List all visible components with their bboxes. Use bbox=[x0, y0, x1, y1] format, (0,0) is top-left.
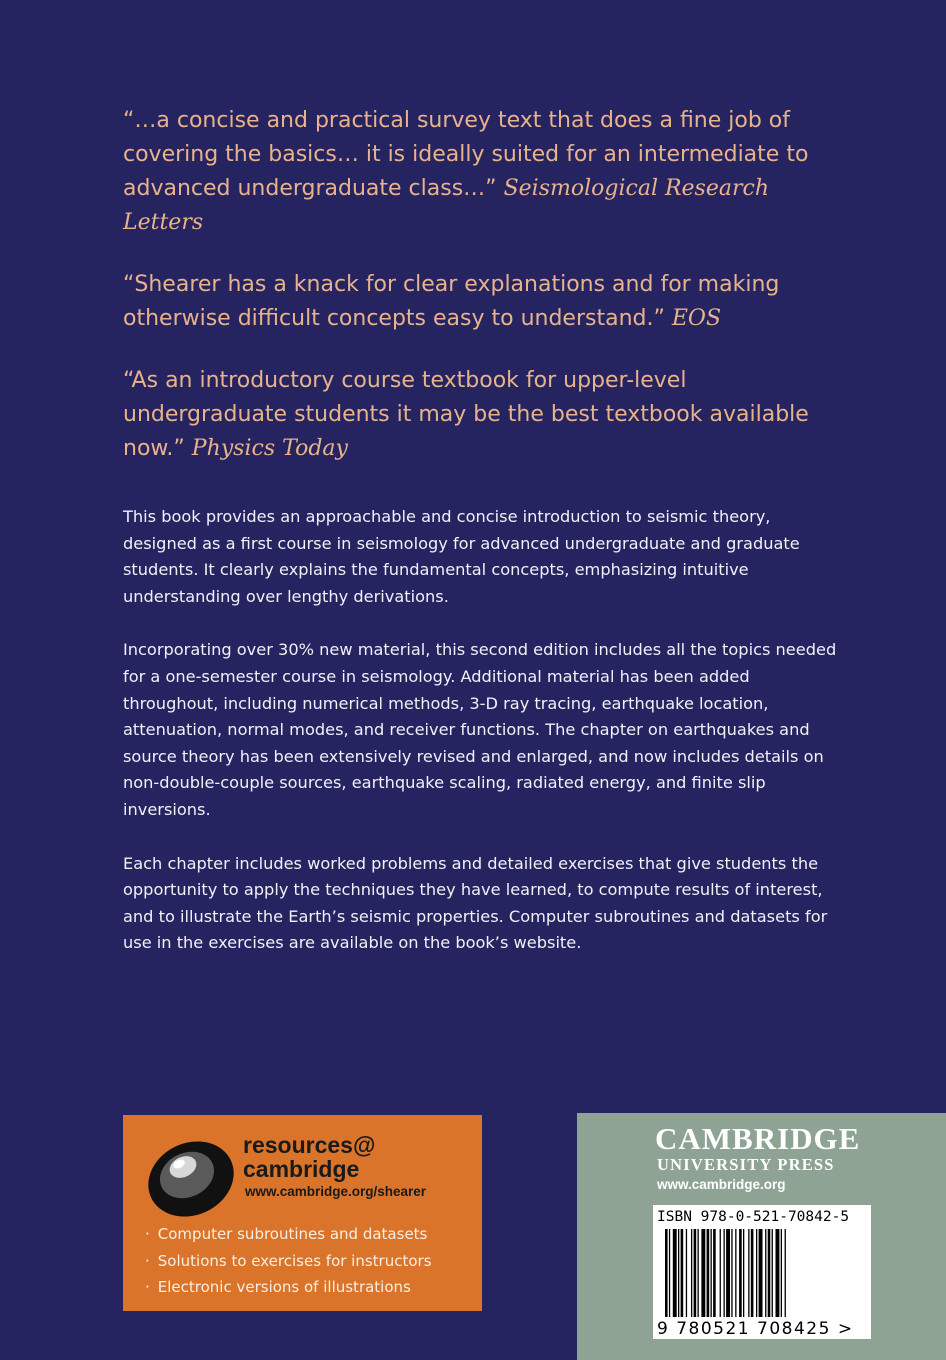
barcode-bar bbox=[743, 1229, 744, 1317]
description-paragraph: Each chapter includes worked problems and detailed exercises that give students the opportunity to apply the techniques they have learned, to compute results of interest, and to illustrate the Earth’s seismic properties. Computer subroutines and datasets for use in the exercises are available on the book’s website. bbox=[123, 853, 828, 953]
barcode-bar bbox=[768, 1229, 771, 1317]
quote-text: “Shearer has a knack for clear explanations and for making otherwise difficult concepts easy to understand.” bbox=[123, 272, 780, 331]
barcode-bar bbox=[726, 1229, 730, 1317]
barcode-bar bbox=[759, 1229, 763, 1317]
barcode-bar bbox=[756, 1229, 757, 1317]
barcode-bar bbox=[748, 1229, 749, 1317]
barcode-bar bbox=[731, 1229, 732, 1317]
barcode-bar bbox=[776, 1229, 780, 1317]
barcode-bar bbox=[711, 1229, 712, 1317]
quote-source: Physics Today bbox=[191, 436, 348, 461]
barcode-bar bbox=[678, 1229, 679, 1317]
barcode-bar bbox=[673, 1229, 677, 1317]
barcode-bar bbox=[691, 1229, 692, 1317]
resources-eye-icon bbox=[143, 1129, 239, 1225]
barcode-bars bbox=[665, 1229, 859, 1319]
barcode-bar bbox=[698, 1229, 699, 1317]
review-quote-3 bbox=[123, 364, 843, 466]
barcode-bar bbox=[785, 1229, 786, 1317]
isbn-number: ISBN 978-0-521-70842-5 bbox=[657, 1209, 850, 1225]
resources-list bbox=[145, 1221, 432, 1301]
review-quote-1 bbox=[123, 104, 843, 240]
barcode-bar bbox=[669, 1229, 670, 1317]
barcode-bar bbox=[772, 1229, 773, 1317]
barcode-bar bbox=[751, 1229, 754, 1317]
barcode-bar bbox=[781, 1229, 782, 1317]
quote-text: “…a concise and practical survey text that does a fine job of covering the basics… it is ideally suited for an intermediate to advanced undergraduate class…” bbox=[123, 108, 809, 201]
review-quotes bbox=[123, 104, 843, 494]
description-paragraph: This book provides an approachable and concise introduction to seismic theory, designed as a first course in seismology for advanced undergraduate and graduate students. It clearly explains the fundamental concepts, emphasizing intuitive understanding over lengthy derivations. bbox=[123, 507, 800, 606]
quote-source: Seismological Research Letters bbox=[123, 176, 769, 235]
publisher-box bbox=[577, 1113, 946, 1360]
barcode-bar bbox=[739, 1229, 742, 1317]
barcode-bar bbox=[720, 1229, 721, 1317]
description-paragraph: Incorporating over 30% new material, this second edition includes all the topics needed for a one-semester course in seismology. Additional material has been added throughout, including numerical methods, 3-D ray tracing, earthquake location, attenuation, normal modes, and receiver functions. The chapter on earthquakes and source theory has been extensively revised and enlarged, and now includes details on non-double-couple sources, earthquake scaling, radiated energy, and finite slip inversions. bbox=[123, 640, 837, 819]
book-description bbox=[123, 504, 843, 984]
publisher-url[interactable]: www.cambridge.org bbox=[657, 1177, 786, 1192]
list-item: · Computer subroutines and datasets bbox=[145, 1221, 432, 1248]
barcode-digits: 9 780521 708425 > bbox=[657, 1319, 854, 1339]
barcode-bar bbox=[701, 1229, 705, 1317]
barcode bbox=[653, 1205, 871, 1339]
review-quote-2 bbox=[123, 268, 843, 336]
quote-source: EOS bbox=[671, 306, 722, 331]
barcode-bar bbox=[707, 1229, 710, 1317]
resources-title: resources@ cambridge bbox=[243, 1132, 376, 1182]
barcode-bar bbox=[713, 1229, 716, 1317]
publisher-press: UNIVERSITY PRESS bbox=[657, 1155, 835, 1174]
quote-text: “As an introductory course textbook for upper-level undergraduate students it may be the best textbook available now.” bbox=[123, 368, 809, 461]
barcode-bar bbox=[724, 1229, 725, 1317]
resources-box bbox=[123, 1115, 482, 1311]
barcode-bar bbox=[694, 1229, 697, 1317]
list-item: · Solutions to exercises for instructors bbox=[145, 1248, 432, 1275]
barcode-bar bbox=[686, 1229, 687, 1317]
list-item: · Electronic versions of illustrations bbox=[145, 1274, 432, 1301]
barcode-bar bbox=[665, 1229, 668, 1317]
barcode-bar bbox=[765, 1229, 766, 1317]
barcode-bar bbox=[735, 1229, 736, 1317]
barcode-bar bbox=[681, 1229, 684, 1317]
publisher-name: CAMBRIDGE bbox=[655, 1121, 861, 1156]
resources-url[interactable]: www.cambridge.org/shearer bbox=[245, 1184, 427, 1199]
